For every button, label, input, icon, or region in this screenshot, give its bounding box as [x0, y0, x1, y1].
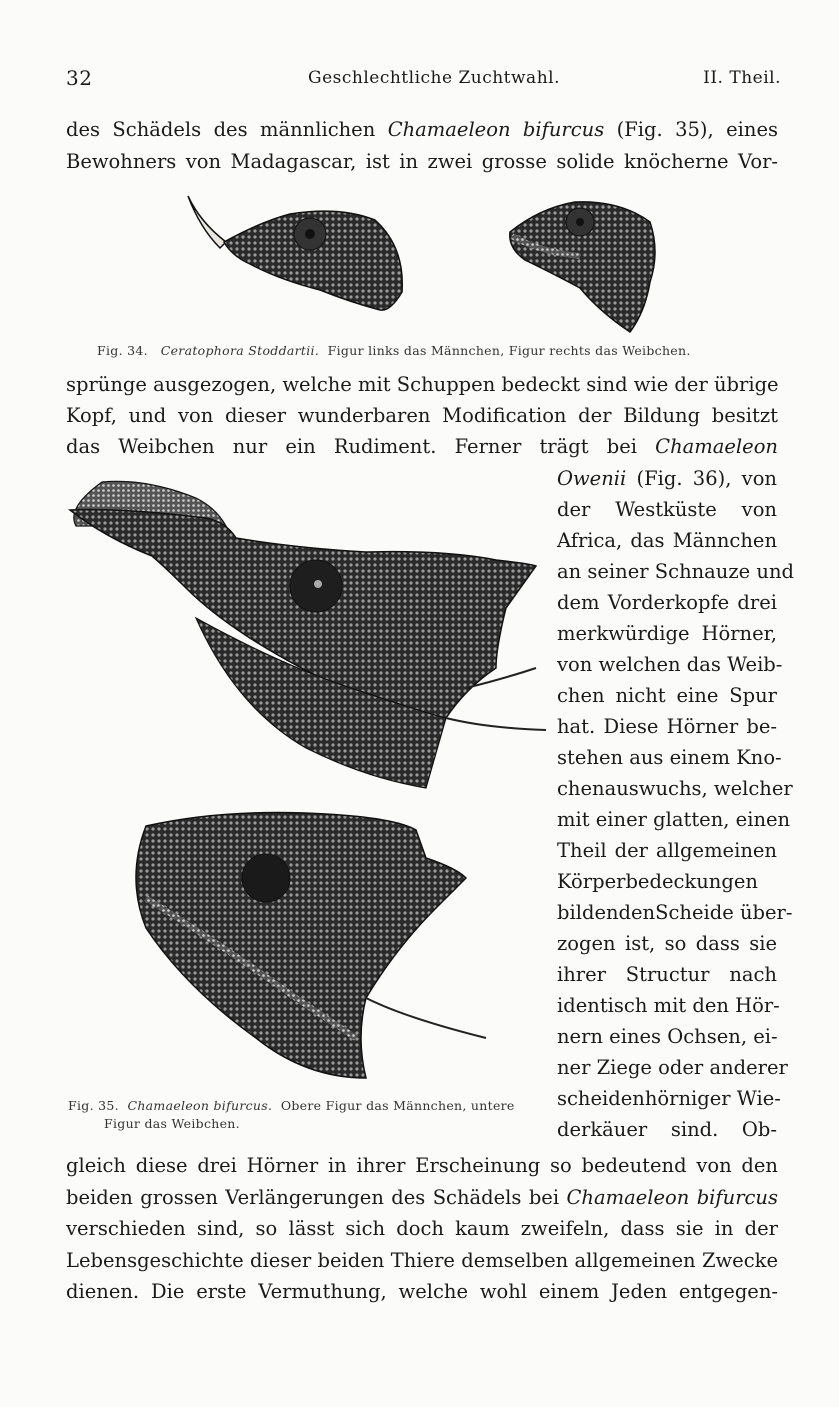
- text-line: nern eines Ochsen, ei-: [557, 1025, 778, 1048]
- text-line: Lebensgeschichte dieser beiden Thiere demselben allgemeinen Zwecke: [66, 1249, 778, 1272]
- text-line: identisch mit den Hör-: [557, 994, 780, 1017]
- page-number: 32: [66, 66, 93, 90]
- text-line: bildendenScheide über-: [557, 901, 793, 924]
- fig35-caption-line-2: Figur das Weibchen.: [104, 1116, 240, 1131]
- text-line: chenauswuchs, welcher: [557, 777, 793, 800]
- text-line: chen nicht eine Spur: [557, 684, 777, 707]
- text-line: Kopf, und von dieser wunderbaren Modification der Bildung besitzt: [66, 404, 778, 427]
- text-line: hat. Diese Hörner be-: [557, 715, 777, 738]
- part-label: II. Theil.: [703, 68, 781, 88]
- text-line: beiden grossen Verlängerungen des Schädels bei Chamaeleon bifurcus: [66, 1186, 778, 1209]
- text-line: Theil der allgemeinen: [557, 839, 777, 862]
- fig34-illustration: [180, 192, 670, 337]
- text-line: das Weibchen nur ein Rudiment. Ferner trägt bei Chamaeleon: [66, 435, 778, 458]
- text-line: Africa, das Männchen: [557, 529, 777, 552]
- fig34-caption: Fig. 34. Ceratophora Stoddartii. Figur links das Männchen, Figur rechts das Weibchen.: [97, 343, 691, 358]
- female-lizard-head-drawing: [510, 202, 655, 332]
- text-line: Bewohners von Madagascar, ist in zwei grosse solide knöcherne Vor-: [66, 150, 778, 173]
- text-line: von welchen das Weib-: [557, 653, 783, 676]
- text-line: Owenii (Fig. 36), von: [557, 467, 777, 490]
- text-line: derkäuer sind. Ob-: [557, 1118, 777, 1141]
- fig35-illustration: [66, 478, 556, 1090]
- male-chameleon-head-drawing: [70, 481, 546, 788]
- running-header: [66, 66, 781, 92]
- text-line: dem Vorderkopfe drei: [557, 591, 777, 614]
- text-line: des Schädels des männlichen Chamaeleon bifurcus (Fig. 35), eines: [66, 118, 778, 141]
- text-line: ner Ziege oder anderer: [557, 1056, 788, 1079]
- text-line: zogen ist, so dass sie: [557, 932, 777, 955]
- running-title: Geschlechtliche Zuchtwahl.: [308, 68, 560, 88]
- text-line: stehen aus einem Kno-: [557, 746, 782, 769]
- text-line: der Westküste von: [557, 498, 777, 521]
- text-line: mit einer glatten, einen: [557, 808, 791, 831]
- text-line: verschieden sind, so lässt sich doch kaum zweifeln, dass sie in der: [66, 1217, 778, 1240]
- text-line: gleich diese drei Hörner in ihrer Erscheinung so bedeutend von den: [66, 1154, 778, 1177]
- male-lizard-head-drawing: [188, 196, 402, 310]
- text-line: scheidenhörniger Wie-: [557, 1087, 781, 1110]
- text-line: ihrer Structur nach: [557, 963, 777, 986]
- text-line: merkwürdige Hörner,: [557, 622, 777, 645]
- text-line: sprünge ausgezogen, welche mit Schuppen bedeckt sind wie der übrige: [66, 373, 779, 396]
- fig35-caption-line-1: Fig. 35. Chamaeleon bifurcus. Obere Figur das Männchen, untere: [68, 1098, 515, 1113]
- text-line: dienen. Die erste Vermuthung, welche wohl einem Jeden entgegen-: [66, 1280, 778, 1303]
- text-line: Körperbedeckungen: [557, 870, 758, 893]
- female-chameleon-head-drawing: [136, 813, 486, 1079]
- text-line: an seiner Schnauze und: [557, 560, 794, 583]
